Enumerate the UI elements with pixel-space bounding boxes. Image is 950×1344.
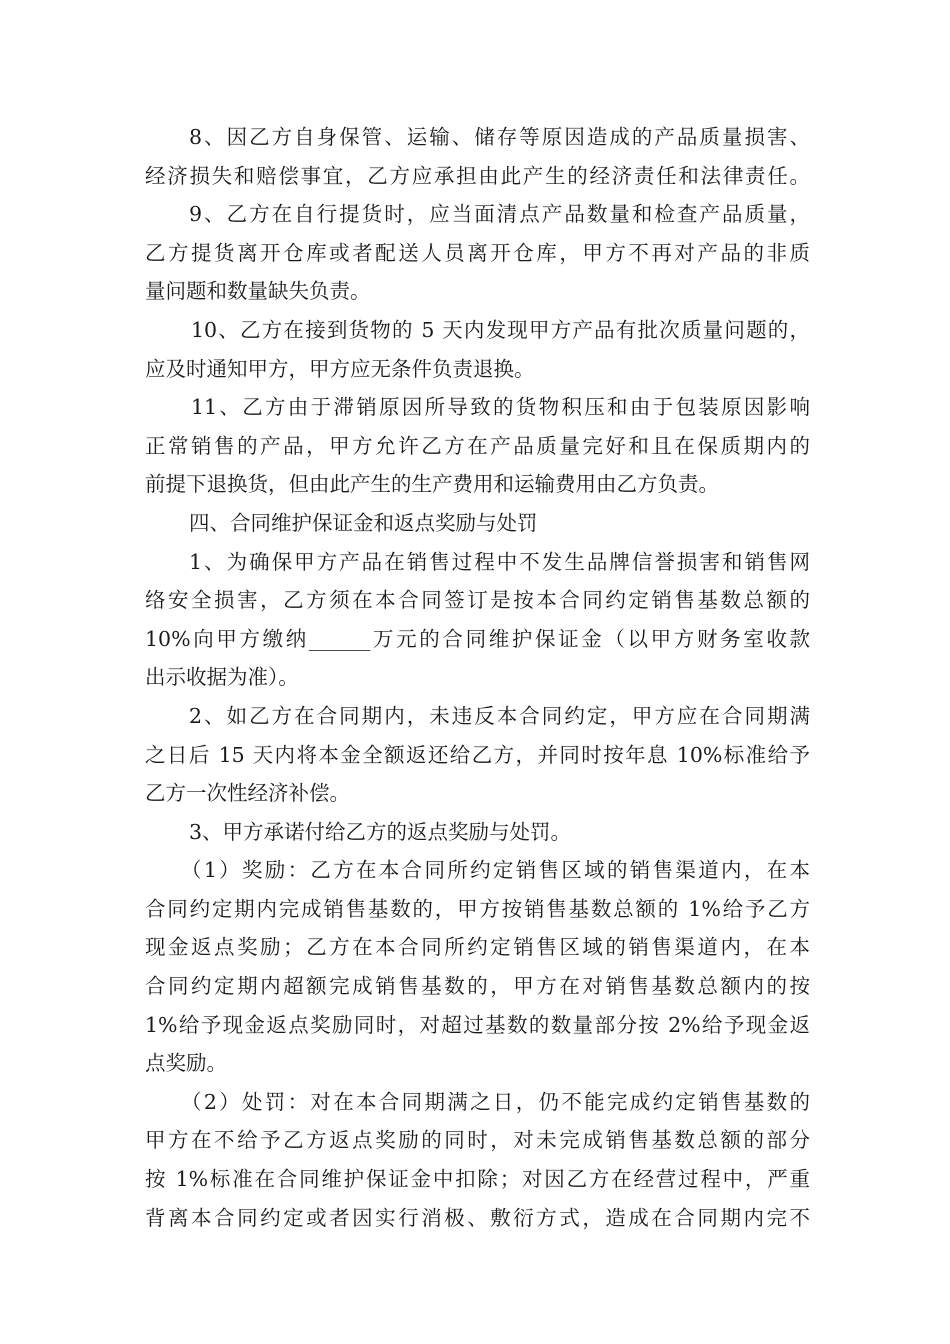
clause-9-line-2: 乙方提货离开仓库或者配送人员离开仓库，甲方不再对产品的非质 (145, 240, 810, 265)
reward-line-3: 现金返点奖励；乙方在本合同所约定销售区域的销售渠道内，在本 (145, 935, 810, 960)
clause-11-line-1: 11、乙方由于滞销原因所导致的货物积压和由于包装原因影响 (191, 395, 810, 420)
s4-clause-1-line-4: 出示收据为准）。 (145, 665, 299, 690)
clause-9-line-3: 量问题和数量缺失负责。 (145, 279, 371, 304)
s4-clause-2-line-3: 乙方一次性经济补偿。 (145, 781, 350, 806)
reward-line-6: 点奖励。 (145, 1051, 227, 1076)
s4-clause-2-line-1: 2、如乙方在合同期内，未违反本合同约定，甲方应在合同期满 (189, 703, 810, 728)
clause-8-line-2: 经济损失和赔偿事宜，乙方应承担由此产生的经济责任和法律责任。 (145, 163, 810, 188)
s4-clause-1-line-2: 络安全损害，乙方须在本合同签订是按本合同约定销售基数总额的 (145, 588, 810, 613)
reward-line-2: 合同约定期内完成销售基数的，甲方按销售基数总额的 1%给予乙方 (145, 896, 810, 921)
reward-line-5: 1%给予现金返点奖励同时，对超过基数的数量部分按 2%给予现金返 (145, 1012, 810, 1037)
clause-8-line-1: 8、因乙方自身保管、运输、储存等原因造成的产品质量损害、 (189, 125, 810, 149)
clause-11-line-2: 正常销售的产品，甲方允许乙方在产品质量完好和且在保质期内的 (145, 433, 810, 458)
reward-line-1: （1）奖励：乙方在本合同所约定销售区域的销售渠道内，在本 (181, 858, 810, 883)
s4-clause-1-line-1: 1、为确保甲方产品在销售过程中不发生品牌信誉损害和销售网 (189, 549, 810, 574)
clause-10-line-1: 10、乙方在接到货物的 5 天内发现甲方产品有批次质量问题的， (191, 317, 810, 342)
clause-9-line-1: 9、乙方在自行提货时，应当面清点产品数量和检查产品质量， (189, 202, 810, 227)
s4-clause-1-line-3: 10%向甲方缴纳______万元的合同维护保证金（以甲方财务室收款 (145, 626, 810, 651)
section-4-heading: 四、合同维护保证金和返点奖励与处罚 (189, 510, 538, 535)
s4-clause-2-line-2: 之日后 15 天内将本金全额返还给乙方，并同时按年息 10%标准给予 (145, 742, 810, 767)
clause-10-line-2: 应及时通知甲方，甲方应无条件负责退换。 (145, 356, 535, 381)
penalty-line-4: 背离本合同约定或者因实行消极、敷衍方式，造成在合同期内完不 (145, 1205, 810, 1230)
penalty-line-3: 按 1%标准在合同维护保证金中扣除；对因乙方在经营过程中，严重 (145, 1167, 810, 1192)
s4-clause-3-line-1: 3、甲方承诺付给乙方的返点奖励与处罚。 (189, 819, 572, 844)
penalty-line-1: （2）处罚：对在本合同期满之日，仍不能完成约定销售基数的 (181, 1089, 810, 1114)
document-body (145, 118, 810, 1237)
penalty-line-2: 甲方在不给予乙方返点奖励的同时，对未完成销售基数总额的部分 (145, 1128, 810, 1153)
reward-line-4: 合同约定期内超额完成销售基数的，甲方在对销售基数总额内的按 (145, 974, 810, 999)
clause-11-line-3: 前提下退换货，但由此产生的生产费用和运输费用由乙方负责。 (145, 472, 719, 497)
